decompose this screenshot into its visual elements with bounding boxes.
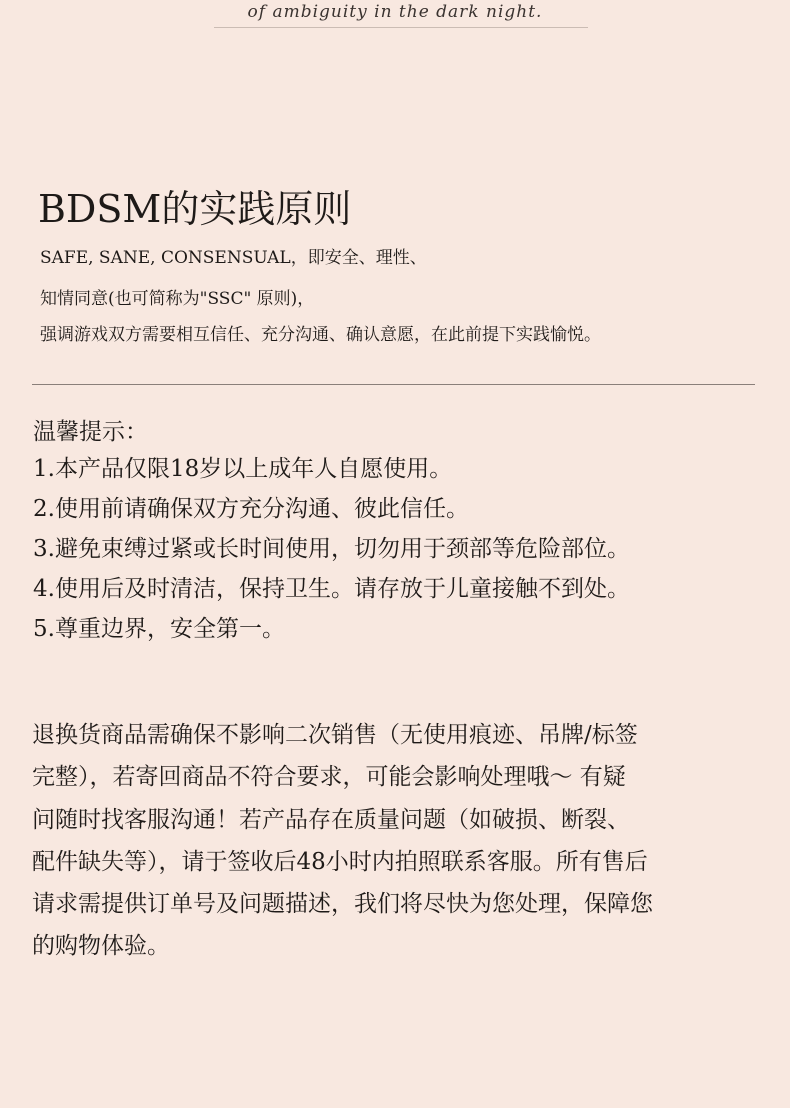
returns-line-6: 的购物体验。 — [32, 933, 170, 959]
principle-line-3: 强调游戏双方需要相互信任、充分沟通、确认意愿，在此前提下实践愉悦。 — [40, 325, 601, 345]
notice-item-1: 1.本产品仅限18岁以上成年人自愿使用。 — [33, 456, 453, 482]
tagline-underline — [214, 27, 588, 28]
returns-line-1: 退换货商品需确保不影响二次销售（无使用痕迹、吊牌/标签 — [32, 722, 638, 748]
notice-item-3: 3.避免束缚过紧或长时间使用，切勿用于颈部等危险部位。 — [33, 536, 630, 562]
header-tagline: of ambiguity in the dark night. — [247, 2, 543, 22]
returns-line-4: 配件缺失等），请于签收后48小时内拍照联系客服。所有售后 — [32, 849, 648, 875]
principle-line-1: SAFE, SANE, CONSENSUAL，即安全、理性、 — [40, 248, 427, 268]
principle-line-2: 知情同意(也可简称为"SSC" 原则)， — [40, 289, 315, 309]
notice-item-2: 2.使用前请确保双方充分沟通、彼此信任。 — [33, 496, 469, 522]
principles-title: BDSM的实践原则 — [38, 187, 352, 231]
returns-line-2: 完整），若寄回商品不符合要求，可能会影响处理哦～ 有疑 — [32, 764, 626, 790]
returns-line-3: 问随时找客服沟通！若产品存在质量问题（如破损、断裂、 — [32, 807, 630, 833]
notice-item-5: 5.尊重边界，安全第一。 — [33, 616, 285, 642]
returns-line-5: 请求需提供订单号及问题描述，我们将尽快为您处理，保障您 — [32, 891, 653, 917]
notice-heading: 温馨提示： — [33, 419, 148, 445]
notice-item-4: 4.使用后及时清洁，保持卫生。请存放于儿童接触不到处。 — [33, 576, 630, 602]
section-divider — [32, 384, 755, 385]
